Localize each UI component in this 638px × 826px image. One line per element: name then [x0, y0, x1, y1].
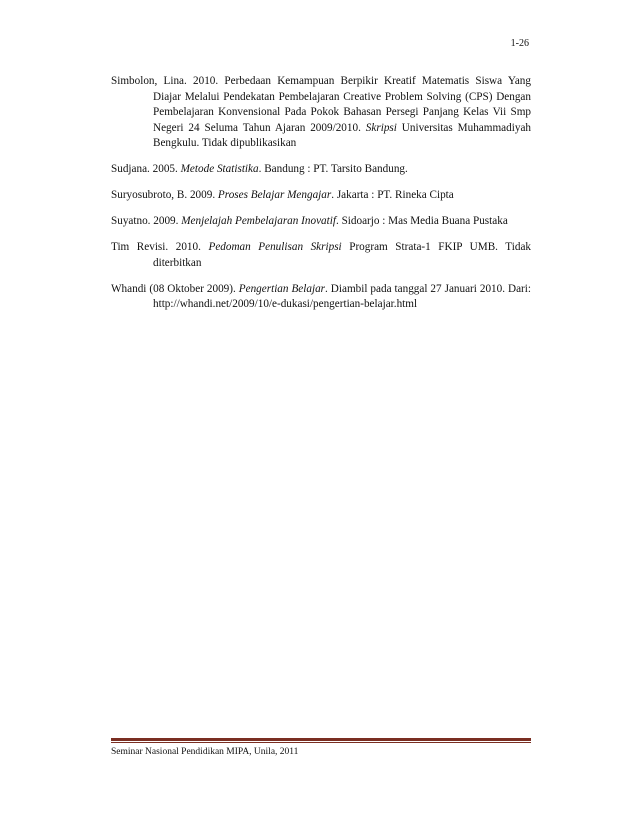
footer-text: Seminar Nasional Pendidikan MIPA, Unila, 2011 — [111, 747, 299, 757]
reference-list — [111, 74, 531, 323]
reference-entry: Suyatno. 2009. Menjelajah Pembelajaran Inovatif. Sidoarjo : Mas Media Buana Pustaka — [111, 215, 508, 227]
footer-divider-thin — [111, 742, 531, 743]
reference-entry: Suryosubroto, B. 2009. Proses Belajar Mengajar. Jakarta : PT. Rineka Cipta — [111, 189, 454, 201]
reference-entry: Sudjana. 2005. Metode Statistika. Bandung : PT. Tarsito Bandung. — [111, 163, 408, 175]
reference-entry: Tim Revisi. 2010. Pedoman Penulisan Skripsi Program Strata-1 FKIP UMB. Tidak diterbitkan — [111, 241, 532, 269]
footer-divider — [111, 738, 531, 741]
page-number: 1-26 — [510, 38, 529, 49]
reference-entry: Simbolon, Lina. 2010. Perbedaan Kemampuan Berpikir Kreatif Matematis Siswa Yang Diajar Melalui Pendekatan Pembelajaran Creative Problem Solving (CPS) Dengan Pembelajaran Konvensional Pada Pokok Bahasan Persegi Panjang Kelas Vii Smp Negeri 24 Seluma Tahun Ajaran 2009/2010. Skripsi Universitas Muhammadiyah Bengkulu. Tidak dipublikasikan — [111, 75, 531, 149]
reference-entry: Whandi (08 Oktober 2009). Pengertian Belajar. Diambil pada tanggal 27 Januari 2010. Dari: http://whandi.net/2009/10/e-dukasi/pengertian-belajar.html — [111, 282, 531, 310]
